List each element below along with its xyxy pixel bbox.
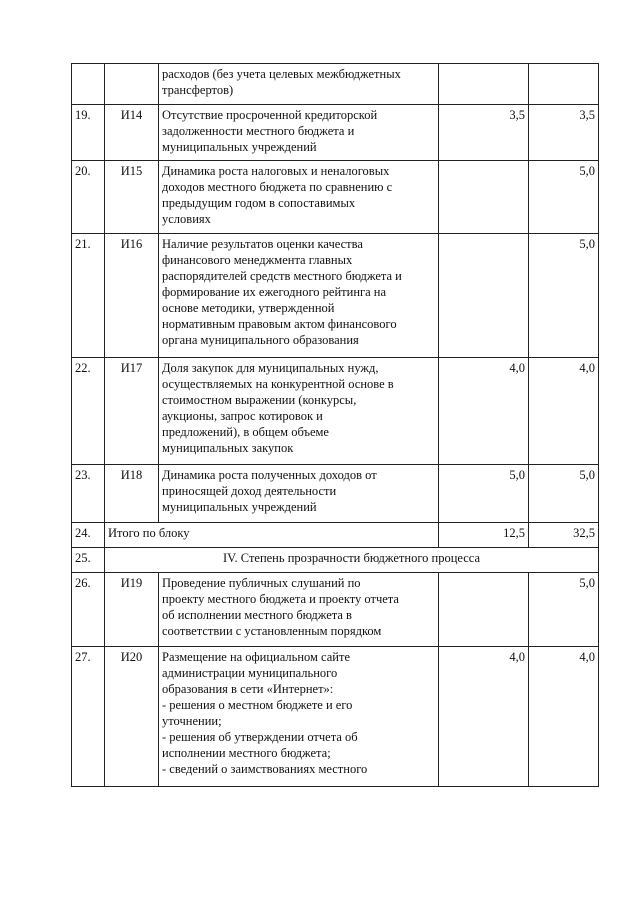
indicator-code: И15 [105, 161, 159, 234]
value-1: 4,0 [439, 358, 529, 465]
row-number: 20. [72, 161, 105, 234]
row-number: 24. [72, 523, 105, 548]
row-number: 26. [72, 573, 105, 647]
row-number: 25. [72, 548, 105, 573]
value-1 [439, 161, 529, 234]
row-number: 19. [72, 105, 105, 161]
table-row [72, 465, 599, 523]
section-heading: IV. Степень прозрачности бюджетного процесса [105, 548, 599, 573]
value-1 [439, 64, 529, 105]
indicator-table [71, 63, 599, 787]
table-row [72, 647, 599, 787]
row-number: 23. [72, 465, 105, 523]
value-2 [529, 64, 599, 105]
row-number [72, 64, 105, 105]
row-number: 21. [72, 234, 105, 358]
indicator-code: И16 [105, 234, 159, 358]
indicator-code: И17 [105, 358, 159, 465]
table-row [72, 573, 599, 647]
indicator-description: Размещение на официальном сайте администрации муниципального образования в сети «Интернет»: - решения о местном бюджете и его уточнении; - решения об утверждении отчета об исполнении местного бюджета; - сведений о заимствованиях местного [159, 647, 439, 787]
section-row [72, 548, 599, 573]
indicator-code: И19 [105, 573, 159, 647]
value-2: 5,0 [529, 161, 599, 234]
indicator-description: Отсутствие просроченной кредиторской задолженности местного бюджета и муниципальных учреждений [159, 105, 439, 161]
value-1 [439, 234, 529, 358]
indicator-description: Динамика роста налоговых и неналоговых доходов местного бюджета по сравнению с предыдущим годом в сопоставимых условиях [159, 161, 439, 234]
total-value-1: 12,5 [439, 523, 529, 548]
total-row [72, 523, 599, 548]
indicator-code [105, 64, 159, 105]
value-2: 3,5 [529, 105, 599, 161]
value-2: 4,0 [529, 647, 599, 787]
value-1: 5,0 [439, 465, 529, 523]
total-label: Итого по блоку [105, 523, 439, 548]
indicator-description: Наличие результатов оценки качества финансового менеджмента главных распорядителей средств местного бюджета и формирование их ежегодного рейтинга на основе методики, утвержденной нормативным правовым актом финансового органа муниципального образования [159, 234, 439, 358]
value-1 [439, 573, 529, 647]
value-2: 5,0 [529, 465, 599, 523]
table-row [72, 161, 599, 234]
indicator-description: расходов (без учета целевых межбюджетных трансфертов) [159, 64, 439, 105]
table-row [72, 64, 599, 105]
value-2: 5,0 [529, 573, 599, 647]
indicator-description: Доля закупок для муниципальных нужд, осуществляемых на конкурентной основе в стоимостном выражении (конкурсы, аукционы, запрос котировок и предложений), в общем объеме муниципальных закупок [159, 358, 439, 465]
value-2: 5,0 [529, 234, 599, 358]
indicator-code: И18 [105, 465, 159, 523]
table-row [72, 105, 599, 161]
indicator-code: И20 [105, 647, 159, 787]
indicator-code: И14 [105, 105, 159, 161]
row-number: 27. [72, 647, 105, 787]
value-1: 3,5 [439, 105, 529, 161]
indicator-description: Проведение публичных слушаний по проекту местного бюджета и проекту отчета об исполнении местного бюджета в соответствии с установленным порядком [159, 573, 439, 647]
indicator-description: Динамика роста полученных доходов от приносящей доход деятельности муниципальных учреждений [159, 465, 439, 523]
table-row [72, 234, 599, 358]
value-2: 4,0 [529, 358, 599, 465]
value-1: 4,0 [439, 647, 529, 787]
row-number: 22. [72, 358, 105, 465]
total-value-2: 32,5 [529, 523, 599, 548]
table-row [72, 358, 599, 465]
